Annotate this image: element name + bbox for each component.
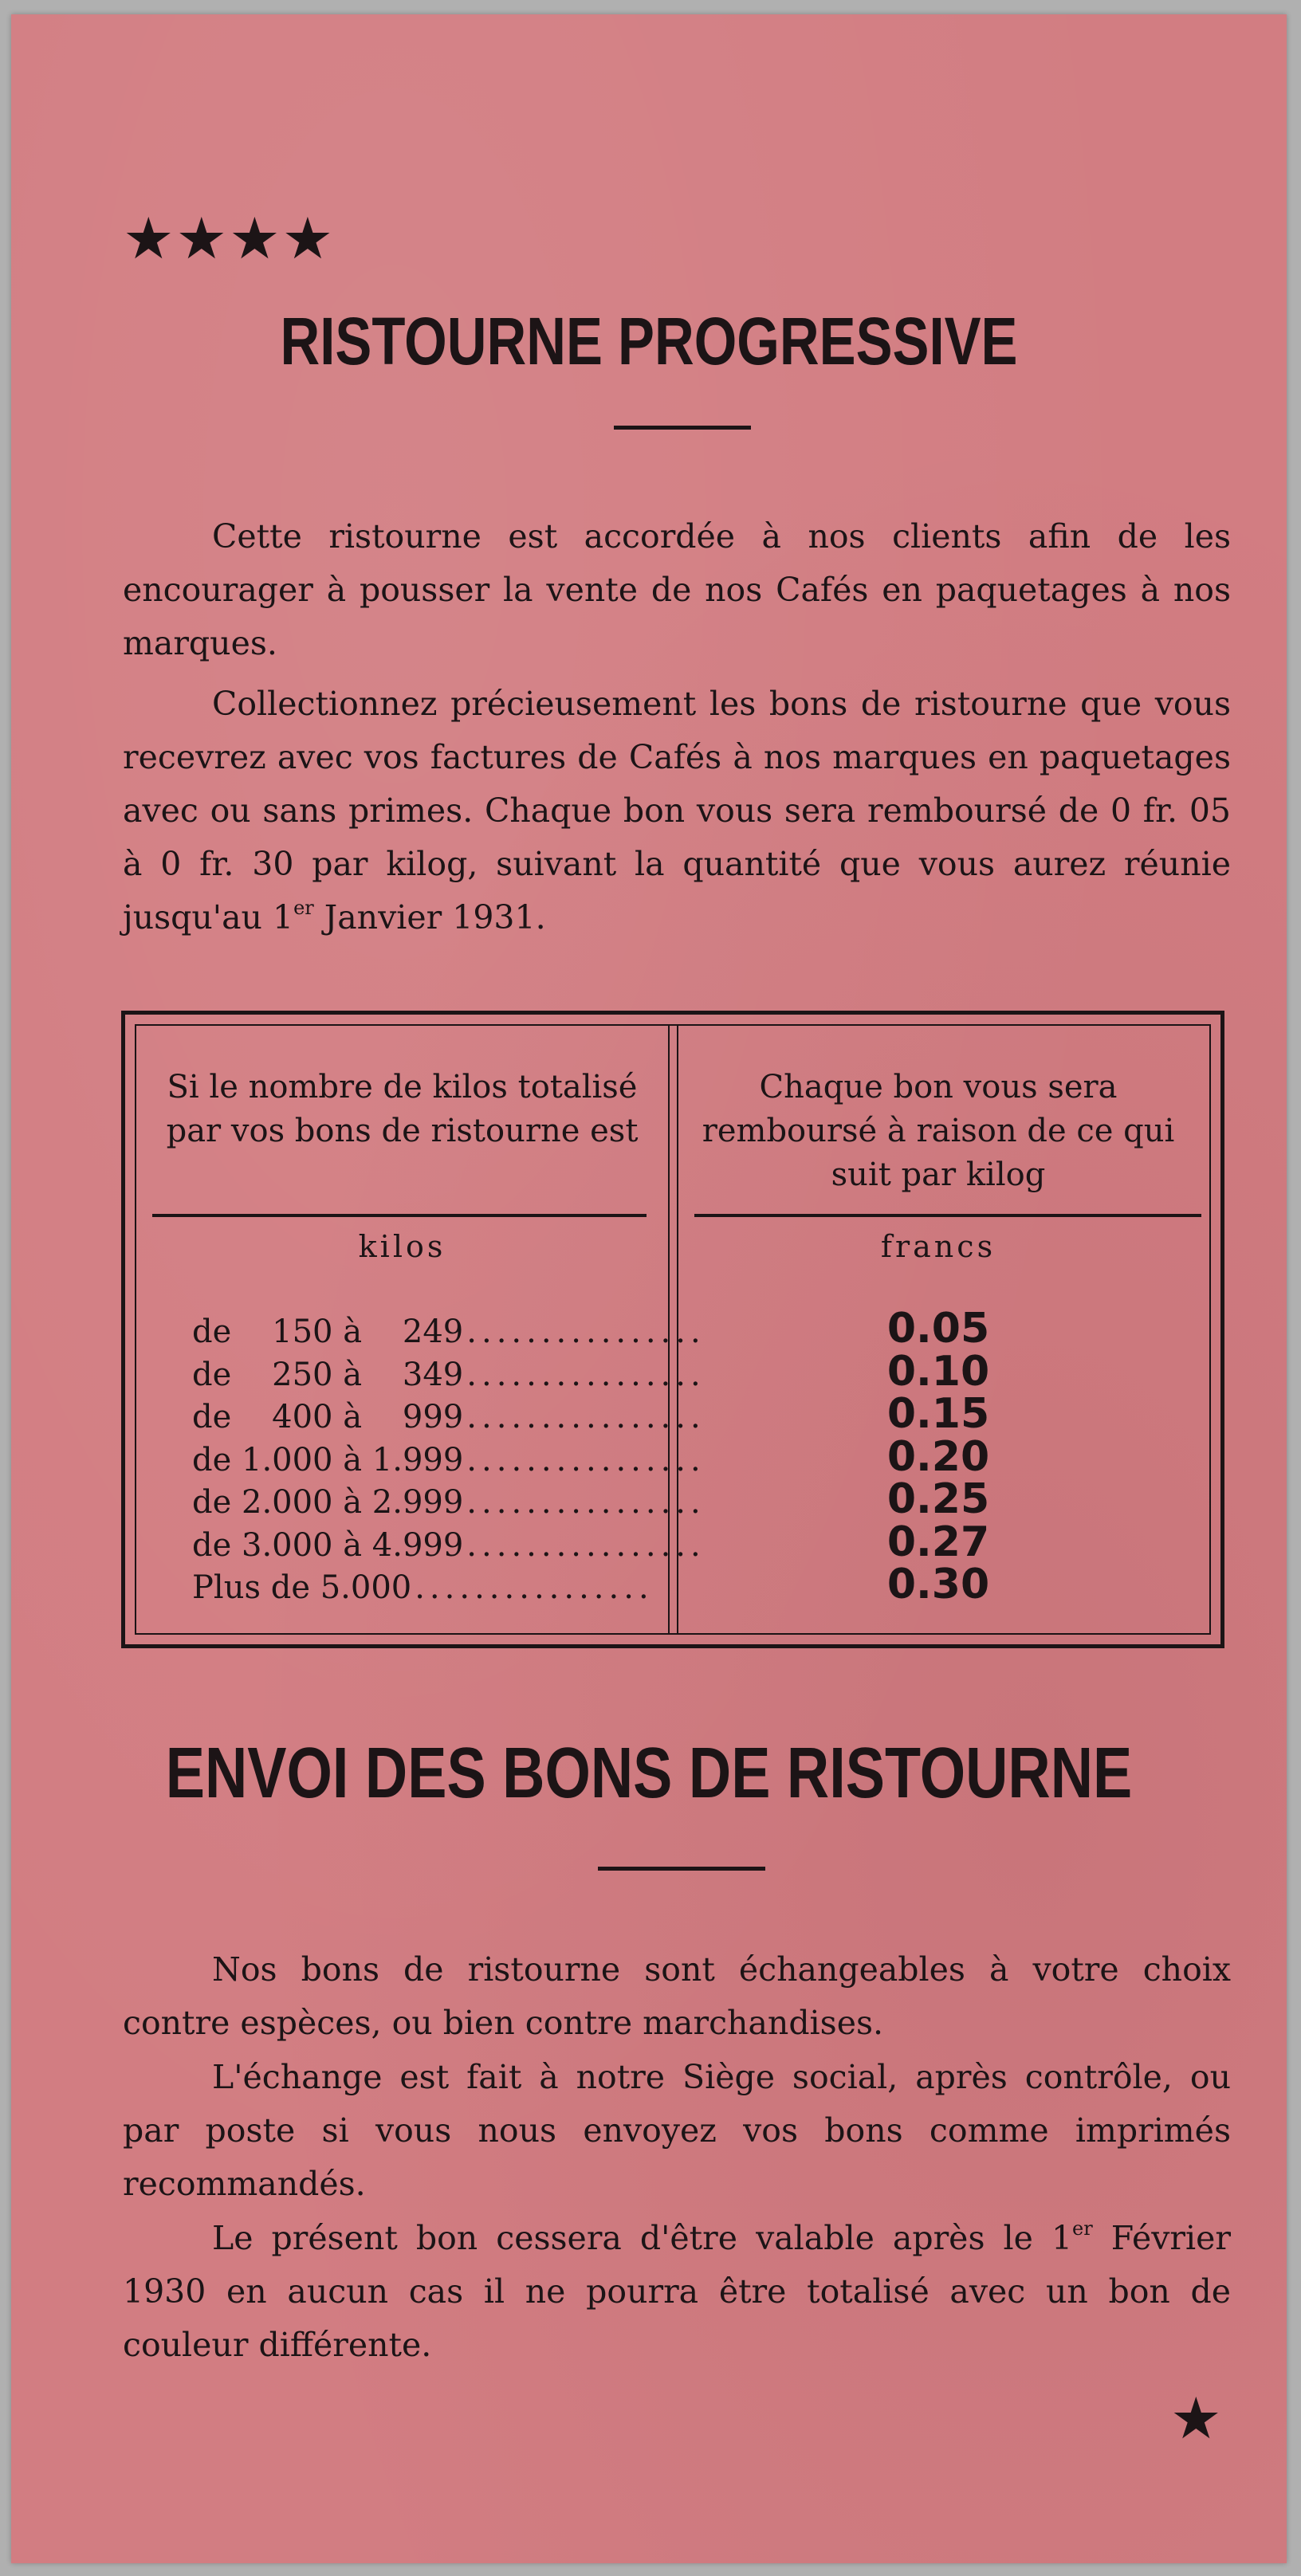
title-divider (614, 426, 751, 430)
franc-rates-list (675, 1305, 1201, 1608)
intro-paragraph-2-text: Collectionnez précieusement les bons de ristourne que vous recevrez avec vos factures de Cafés à nos marques en paquetages avec ou sans primes. Chaque bon vous sera remboursé de 0 fr. 05 à 0 fr. 30 par kilog, suivant la quantité que vous aurez réunie jusqu'au 1 (123, 685, 1231, 937)
table-row (192, 1354, 706, 1397)
ordinal-superscript: er (1072, 2217, 1093, 2240)
header-rule-left (152, 1214, 647, 1217)
table-inner-border (135, 1024, 1211, 1635)
refund-rate-table (121, 1011, 1224, 1648)
dot-leader: ................ (466, 1441, 706, 1478)
intro-paragraph-2 (123, 677, 1231, 944)
kilo-range: Plus de 5.000 (192, 1569, 412, 1606)
section-title: ENVOI DES BONS DE RISTOURNE (165, 1734, 1133, 1813)
table-header-kilos: Si le nombre de kilos totalisé par vos bons de ristourne est (166, 1069, 639, 1149)
section-divider (598, 1867, 765, 1871)
kilo-range: de 150 à 249 (192, 1314, 464, 1350)
validity-text-continued: Février 1930 en aucun cas il ne pourra être totalisé avec un bon de couleur différente. (123, 2219, 1231, 2364)
kilo-ranges-list (192, 1311, 706, 1610)
star-icon: ★ (1170, 2385, 1222, 2452)
rate-value: 0.30 (886, 1561, 990, 1608)
four-stars-icon: ★★★★ (123, 205, 336, 272)
rate-value: 0.25 (886, 1475, 990, 1523)
kilo-range: de 250 à 349 (192, 1356, 464, 1393)
rate-value: 0.27 (886, 1518, 990, 1566)
intro-paragraph-2-date: Janvier 1931. (313, 898, 546, 937)
page-title: RISTOURNE PROGRESSIVE (280, 304, 1018, 379)
exchange-paragraph-1: Nos bons de ristourne sont échangeables à votre choix contre espèces, ou bien contre marchandises. (123, 1950, 1231, 2042)
unit-kilos: kilos (358, 1229, 446, 1264)
rate-value: 0.15 (886, 1390, 990, 1438)
rate-value: 0.05 (886, 1305, 990, 1353)
unit-francs: francs (880, 1229, 996, 1264)
table-row (192, 1439, 706, 1482)
dot-leader: ................ (466, 1484, 706, 1521)
table-row (192, 1482, 706, 1525)
table-row (192, 1396, 706, 1439)
dot-leader: ................ (466, 1399, 706, 1435)
kilo-range: de 3.000 à 4.999 (192, 1526, 464, 1564)
dot-leader: ................ (466, 1314, 706, 1350)
exchange-paragraph-3 (123, 2212, 1231, 2372)
table-row (192, 1567, 654, 1610)
header-rule-right (694, 1214, 1201, 1217)
table-header-francs: Chaque bon vous sera remboursé à raison de ce qui suit par kilog (702, 1069, 1175, 1193)
exchange-paragraph-2: L'échange est fait à notre Siège social, après contrôle, ou par poste si vous nous envoyez vos bons comme imprimés recommandés. (123, 2058, 1231, 2203)
dot-leader: ................ (415, 1569, 654, 1606)
kilo-range: de 400 à 999 (192, 1399, 464, 1435)
kilo-range: de 1.000 à 1.999 (192, 1441, 464, 1478)
dot-leader: ................ (466, 1356, 706, 1393)
dot-leader: ................ (466, 1526, 706, 1564)
intro-paragraph-1: Cette ristourne est accordée à nos clients afin de les encourager à pousser la vente de nos Cafés en paquetages à nos marques. (123, 517, 1231, 662)
table-row (192, 1525, 706, 1568)
ordinal-superscript: er (293, 897, 314, 919)
rate-value: 0.10 (886, 1347, 990, 1396)
rate-value: 0.20 (886, 1432, 990, 1481)
coupon-sheet (11, 14, 1287, 2563)
validity-text: Le présent bon cessera d'être valable après le 1 (212, 2219, 1073, 2257)
table-row (192, 1311, 706, 1354)
kilo-range: de 2.000 à 2.999 (192, 1484, 464, 1521)
